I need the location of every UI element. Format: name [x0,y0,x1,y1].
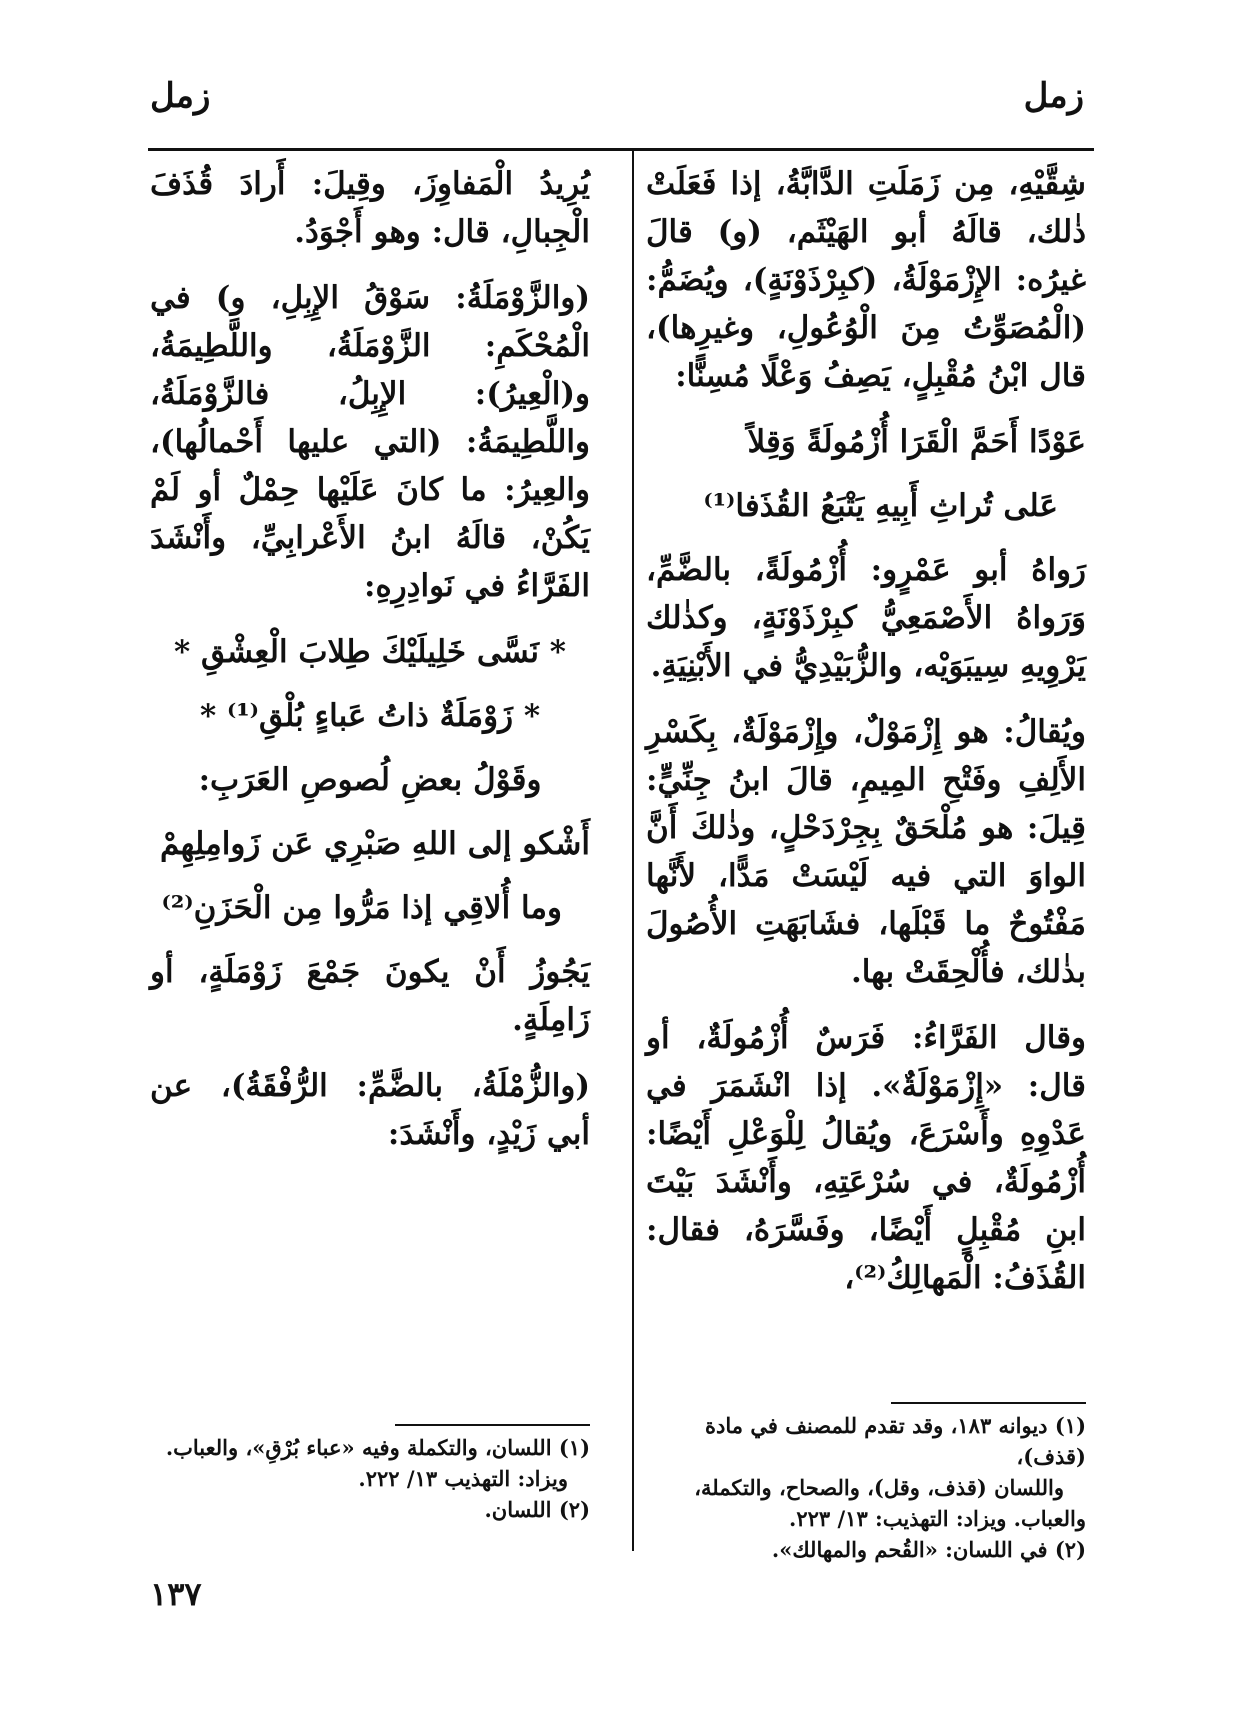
verse-line: أَشْكو إلى اللهِ صَبْرِي عَن زَوامِلِهِمْ [159,826,590,862]
footnote-line: (٢) اللسان. [484,1497,590,1522]
left-column [150,160,590,1176]
verse-line: * زَوْمَلَةٌ ذاتُ عَباءٍ بُلْقِ⁽¹⁾ * [199,698,541,734]
footnotes-left [150,1432,590,1525]
paragraph: (والزَّوْمَلَةُ: سَوْقُ الإِبِلِ، و) في الْمُحْكَمِ: الزَّوْمَلَةُ، واللَّطِيمَةُ، و(الْعِيرُ): الإِبِلُ، فالزَّوْمَلَةُ، واللَّطِيمَةُ: (التي عليها أَحْمالُها)، والعِيرُ: ما كانَ عَلَيْها حِمْلٌ أو لَمْ يَكُنْ، قالَهُ ابنُ الأَعْرابِيِّ، وأَنْشَدَ الفَرَّاءُ في نَوادِرِهِ: [150,280,590,604]
footnotes-right [636,1410,1086,1565]
running-header-right: زمل [1023,76,1084,116]
footnote-rule-left [395,1424,590,1426]
footnote-line: والعباب. ويزاد: التهذيب: ١٣/ ٢٢٣. [789,1506,1086,1531]
footnote-line: (٢) في اللسان: «القُحم والمهالك». [771,1537,1086,1562]
header-rule [148,148,1094,151]
column-divider [632,151,634,1551]
verse-line: عَوْدًا أَحَمَّ الْقَرَا أُزْمُولَةً وَقِلاً [747,424,1086,460]
paragraph: شِقَّيْهِ، مِن زَمَلَتِ الدَّابَّةُ، إذا فَعَلَتْ ذٰلك، قالَهُ أبو الهَيْثَم، (و) قالَ غيرُه: الإِزْمَوْلَةُ، (كبِرْذَوْنَةٍ)، ويُضَمُّ: (الْمُصَوِّتُ مِنَ الْوُعُولِ، وغيرِها)، قال ابْنُ مُقْبِلٍ، يَصِفُ وَعْلًا مُسِنًّا: [646,166,1086,394]
verse-line: * نَسَّى خَلِيلَيْكَ طِلابَ الْعِشْقِ * [174,634,566,670]
paragraph: رَواهُ أبو عَمْرٍو: أُزْمُولَةً، بالضَّمِّ، وَرَواهُ الأَصْمَعِيُّ كبِرْذَوْنَةٍ، وكذٰلك يَرْوِيهِ سِيبَوَيْه، والزُّبَيْدِيُّ في الأَبْنِيَةِ. [646,552,1086,684]
footnote-line: ويزاد: التهذيب ١٣/ ٢٢٢. [358,1466,568,1491]
verse-line: عَلى تُراثِ أَبِيهِ يَتْبَعُ القُذَفا⁽¹⁾ [703,488,1058,524]
verse-line: وما أُلاقِي إذا مَرُّوا مِن الْحَزَنِ⁽²⁾ [161,890,562,926]
paragraph: (والزُّمْلَةُ، بالضَّمِّ: الرُّفْقَةُ)، عن أبي زَيْدٍ، وأَنْشَدَ: [150,1068,590,1152]
footnote-rule-right [891,1402,1086,1404]
running-header-left: زمل [150,76,211,116]
paragraph: يَجُوزُ أَنْ يكونَ جَمْعَ زَوْمَلَةٍ، أو زَامِلَةٍ. [150,954,590,1038]
footnote-line: (١) ديوانه ١٨٣، وقد تقدم للمصنف في مادة (قذف)، [705,1413,1086,1469]
paragraph: وقال الفَرَّاءُ: فَرَسٌ أُزْمُولَةٌ، أو قال: «إِزْمَوْلَةٌ». إذا انْشَمَرَ في عَدْوِهِ وأَسْرَعَ، ويُقالُ لِلْوَعْلِ أَيْضًا: أُزْمُولَةٌ، في سُرْعَتِهِ، وأَنْشَدَ بَيْتَ ابنِ مُقْبِلٍ أَيْضًا، وفَسَّرَهُ، فقال: القُذَفُ: الْمَهالِكُ⁽²⁾، [646,1020,1086,1296]
footnote-line: واللسان (قذف، وقل)، والصحاح، والتكملة، [694,1475,1064,1500]
footnote-line: (١) اللسان، والتكملة وفيه «عباء بُرْقِ»، والعباب. [165,1435,590,1460]
page-number: ١٣٧ [150,1575,202,1613]
right-column [646,160,1086,1320]
paragraph: ويُقالُ: هو إِزْمَوْلٌ، وإِزْمَوْلَةٌ، بِكَسْرِ الأَلِفِ وفَتْحِ المِيمِ، قالَ ابنُ جِنِّيٍّ: قِيلَ: هو مُلْحَقٌ بِجِرْدَحْلٍ، وذٰلكَ أَنَّ الواوَ التي فيه لَيْسَتْ مَدًّا، لأَنَّها مَفْتُوحٌ ما قَبْلَها، فشَابَهَتِ الأُصُولَ بذٰلك، فأُلْحِقَتْ بها. [646,714,1086,990]
verse-intro: وقَوْلُ بعضِ لُصوصِ العَرَبِ: [198,762,542,798]
paragraph: يُرِيدُ الْمَفاوِزَ، وقِيلَ: أَرادَ قُذَفَ الْجِبالِ، قال: وهو أَجْوَدُ. [150,166,590,250]
